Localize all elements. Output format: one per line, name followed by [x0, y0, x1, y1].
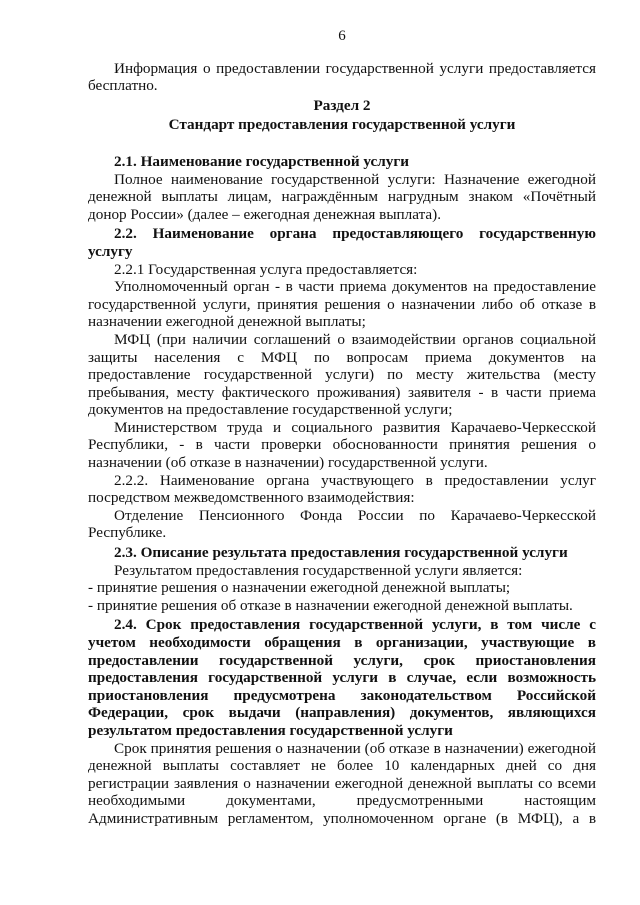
paragraph-mfc: МФЦ (при наличии соглашений о взаимодействии органов социальной защиты населения с МФЦ по вопросам приема документов на предоставление государственной услуги) по месту жительства (месту пребывания, месту фактического проживания) заявителя - в части приема документов на предоставление государственной услуги; — [88, 330, 596, 419]
paragraph-authorized-body: Уполномоченный орган - в части приема документов на предоставление государственной услуги, принятия решения о назначении либо об отказе в назначении ежегодной денежной выплаты; — [88, 278, 596, 331]
paragraph-pension-fund: Отделение Пенсионного Фонда России по Карачаево-Черкесской Республике. — [88, 506, 596, 542]
section-label: Раздел 2 — [313, 96, 371, 114]
paragraph-result: Результатом предоставления государственной услуги является: — [114, 561, 523, 579]
section-title: Стандарт предоставления государственной услуги — [168, 116, 516, 134]
info-paragraph: Информация о предоставлении государственной услуги предоставляется бесплатно. — [88, 59, 596, 95]
heading-2-3: 2.3. Описание результата предоставления государственной услуги — [114, 544, 568, 562]
spacer — [88, 134, 596, 151]
paragraph-term: Срок принятия решения о назначении (об отказе в назначении) ежегодной денежной выплаты составляет не более 10 календарных дней со дня регистрации заявления о назначении ежегодной денежной выплаты со всеми необходимыми документами, предусмотренными настоящим Административным регламентом, уполномоченном органе (в МФЦ), а в — [88, 739, 596, 827]
paragraph-2-1: Полное наименование государственной услуги: Назначение ежегодной денежной выплаты лицам, награждённым нагрудным знаком «Почётный донор России» (далее – ежегодная денежная выплата). — [88, 170, 596, 223]
page-number: 6 — [338, 28, 346, 44]
heading-2-4: 2.4. Срок предоставления государственной услуги, в том числе с учетом необходимости обращения в организации, участвующие в предоставлении государственной услуги, срок приостановления предоставления государственной услуги в случае, если возможность приостановления предусмотрена законодательством Российской Федерации, срок выдачи (направления) документов, являющихся результатом предоставления государственной услуги — [88, 616, 596, 739]
heading-2-1: 2.1. Наименование государственной услуги — [114, 152, 410, 170]
paragraph-2-2-1: 2.2.1 Государственная услуга предоставляется: — [114, 260, 418, 278]
document-page — [88, 28, 596, 828]
paragraph-2-2-2: 2.2.2. Наименование органа участвующего в предоставлении услуг посредством межведомственного взаимодействия: — [88, 471, 596, 507]
result-item-2: - принятие решения об отказе в назначении ежегодной денежной выплаты. — [88, 596, 573, 614]
paragraph-ministry: Министерством труда и социального развития Карачаево-Черкесской Республики, - в части проверки обоснованности принятия решения о назначении (об отказе в назначении) государственной услуги. — [88, 418, 596, 472]
result-item-1: - принятие решения о назначении ежегодной денежной выплаты; — [88, 579, 511, 597]
heading-2-2: 2.2. Наименование органа предоставляющего государственную услугу — [88, 225, 596, 260]
